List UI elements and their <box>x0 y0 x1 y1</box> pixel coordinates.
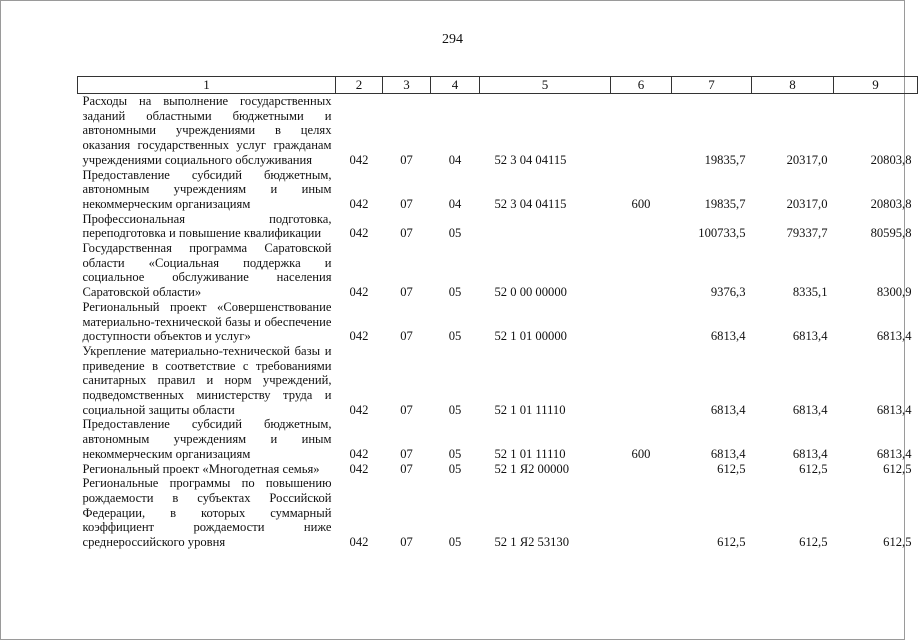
row-amount-year-3: 20803,8 <box>870 152 912 167</box>
row-amount-year-3: 612,5 <box>883 461 912 476</box>
header-cell: 9 <box>834 77 918 94</box>
row-amount-year-1: 100733,5 <box>698 226 746 241</box>
row-section-code: 07 <box>400 329 413 344</box>
row-description: Региональный проект «Многодетная семья» <box>82 461 320 476</box>
row-amount-year-2: 612,5 <box>799 461 828 476</box>
row-amount-year-1: 9376,3 <box>710 285 746 300</box>
row-amount-year-3: 6813,4 <box>876 329 912 344</box>
row-amount-year-2: 6813,4 <box>792 329 828 344</box>
row-target-item-code: 52 1 01 11110 <box>494 402 566 417</box>
row-amount-year-2: 612,5 <box>799 535 828 550</box>
row-amount-year-1: 612,5 <box>717 461 746 476</box>
row-subsection-code: 04 <box>448 196 462 211</box>
row-target-item-code: 52 1 01 11110 <box>494 446 566 461</box>
row-amount-year-3: 20803,8 <box>870 196 912 211</box>
row-amount-year-2: 20317,0 <box>786 152 828 167</box>
row-ministry-code: 042 <box>349 226 369 241</box>
row-ministry-code: 042 <box>349 402 369 417</box>
row-subsection-code: 04 <box>448 152 462 167</box>
row-ministry-code: 042 <box>349 152 369 167</box>
table-row <box>78 344 918 418</box>
row-description: Укрепление материально-технической базы и приведение в соответствие с требованиями санитарных правил и норм учреждений, подведомственных министерству труда и социальной защиты области <box>82 343 332 417</box>
row-section-code: 07 <box>400 461 413 476</box>
row-amount-year-1: 612,5 <box>717 535 746 550</box>
row-expense-type-code <box>611 344 672 418</box>
table-row <box>78 241 918 300</box>
row-description: Региональный проект «Совершенствование материально-технической базы и обеспечение доступности объектов и услуг» <box>82 299 332 344</box>
table-row <box>78 417 918 461</box>
header-cell: 8 <box>752 77 834 94</box>
table-row <box>78 168 918 212</box>
row-amount-year-2: 8335,1 <box>792 285 828 300</box>
row-section-code: 07 <box>400 285 413 300</box>
row-subsection-code: 05 <box>448 402 462 417</box>
table-row <box>78 94 918 168</box>
budget-table <box>77 76 918 550</box>
row-description: Региональные программы по повышению рождаемости в субъектах Российской Федерации, в которых суммарный коэффициент рождаемости ниже среднероссийского уровня <box>82 476 332 550</box>
row-expense-type-code: 600 <box>631 196 651 211</box>
row-expense-type-code <box>611 94 672 168</box>
row-target-item-code: 52 1 01 00000 <box>494 329 567 344</box>
row-subsection-code: 05 <box>448 285 462 300</box>
row-amount-year-1: 6813,4 <box>710 329 746 344</box>
row-section-code: 07 <box>400 152 413 167</box>
header-cell: 6 <box>611 77 672 94</box>
row-description: Предоставление субсидий бюджетным, автономным учреждениям и иным некоммерческим организациям <box>82 167 332 211</box>
header-row <box>78 77 918 94</box>
row-target-item-code: 52 3 04 04115 <box>494 152 567 167</box>
row-amount-year-1: 6813,4 <box>710 446 746 461</box>
row-expense-type-code <box>611 462 672 477</box>
row-section-code: 07 <box>400 535 413 550</box>
row-expense-type-code <box>611 212 672 241</box>
table-body <box>78 94 918 550</box>
row-subsection-code: 05 <box>448 226 462 241</box>
row-expense-type-code: 600 <box>631 446 651 461</box>
table-row <box>78 212 918 241</box>
header-cell: 2 <box>336 77 383 94</box>
row-amount-year-3: 612,5 <box>883 535 912 550</box>
row-amount-year-3: 6813,4 <box>876 402 912 417</box>
row-section-code: 07 <box>400 226 413 241</box>
row-amount-year-1: 19835,7 <box>704 152 746 167</box>
header-cell: 5 <box>480 77 611 94</box>
row-description: Предоставление субсидий бюджетным, автономным учреждениям и иным некоммерческим организациям <box>82 417 332 461</box>
header-cell: 7 <box>672 77 752 94</box>
row-section-code: 07 <box>400 402 413 417</box>
row-ministry-code: 042 <box>349 535 369 550</box>
row-amount-year-2: 79337,7 <box>786 226 828 241</box>
row-description: Профессиональная подготовка, переподготовка и повышение квалификации <box>82 211 332 241</box>
header-cell: 4 <box>431 77 480 94</box>
row-amount-year-3: 80595,8 <box>870 226 912 241</box>
row-section-code: 07 <box>400 196 413 211</box>
row-expense-type-code <box>611 476 672 550</box>
row-amount-year-1: 6813,4 <box>710 402 746 417</box>
page-number: 294 <box>442 32 463 47</box>
row-ministry-code: 042 <box>349 446 369 461</box>
row-amount-year-2: 6813,4 <box>792 446 828 461</box>
row-description: Расходы на выполнение государственных заданий областными бюджетными и автономными учреждениями в целях оказания государственных услуг гражданам учреждениями социального обслуживания <box>82 94 332 167</box>
row-amount-year-3: 6813,4 <box>876 446 912 461</box>
row-amount-year-2: 6813,4 <box>792 402 828 417</box>
row-expense-type-code <box>611 241 672 300</box>
row-description: Государственная программа Саратовской области «Социальная поддержка и социальное обслуживание населения Саратовской области» <box>82 241 332 300</box>
row-ministry-code: 042 <box>349 461 369 476</box>
row-target-item-code: 52 1 Я2 00000 <box>494 461 570 476</box>
row-ministry-code: 042 <box>349 329 369 344</box>
row-subsection-code: 05 <box>448 446 462 461</box>
table-row <box>78 462 918 477</box>
row-subsection-code: 05 <box>448 461 462 476</box>
row-amount-year-2: 20317,0 <box>786 196 828 211</box>
row-amount-year-1: 19835,7 <box>704 196 746 211</box>
row-target-item-code <box>480 212 611 241</box>
table-row <box>78 300 918 344</box>
header-cell: 1 <box>78 77 336 94</box>
row-subsection-code: 05 <box>448 535 462 550</box>
row-section-code: 07 <box>400 446 413 461</box>
row-target-item-code: 52 0 00 00000 <box>494 285 567 300</box>
table-row <box>78 476 918 550</box>
row-expense-type-code <box>611 300 672 344</box>
row-amount-year-3: 8300,9 <box>876 285 912 300</box>
row-target-item-code: 52 1 Я2 53130 <box>494 535 570 550</box>
header-cell: 3 <box>383 77 431 94</box>
row-ministry-code: 042 <box>349 196 369 211</box>
row-subsection-code: 05 <box>448 329 462 344</box>
row-target-item-code: 52 3 04 04115 <box>494 196 567 211</box>
row-ministry-code: 042 <box>349 285 369 300</box>
